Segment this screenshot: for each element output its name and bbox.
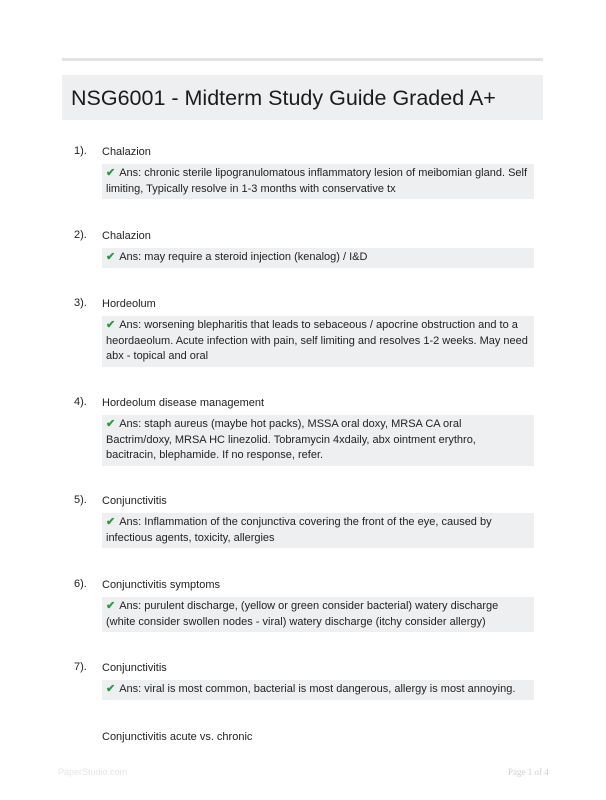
check-icon: ✔ bbox=[106, 516, 116, 528]
top-divider bbox=[62, 58, 543, 61]
page-title: NSG6001 - Midterm Study Guide Graded A+ bbox=[71, 86, 496, 110]
answer-box bbox=[102, 597, 534, 632]
question-term: Chalazion bbox=[102, 230, 151, 242]
answer-box bbox=[102, 415, 534, 466]
question-number: 6). bbox=[74, 578, 87, 590]
answer-box bbox=[102, 248, 534, 268]
question-term: Conjunctivitis symptoms bbox=[102, 579, 220, 591]
answer-text: Ans: worsening blepharitis that leads to sebaceous / apocrine obstruction and to a heordaeolum. Acute infection with pain, self limiting and resolves 1-2 weeks. May need abx - topical and oral bbox=[106, 319, 528, 362]
check-icon: ✔ bbox=[106, 167, 116, 179]
question-term: Chalazion bbox=[102, 146, 151, 158]
check-icon: ✔ bbox=[106, 418, 116, 430]
check-icon: ✔ bbox=[106, 251, 116, 263]
question-term: Conjunctivitis acute vs. chronic bbox=[102, 731, 253, 743]
question-term: Conjunctivitis bbox=[102, 662, 167, 674]
question-term: Hordeolum disease management bbox=[102, 397, 265, 409]
answer-text: Ans: viral is most common, bacterial is most dangerous, allergy is most annoying. bbox=[119, 683, 516, 695]
question-term: Conjunctivitis bbox=[102, 495, 167, 507]
question-number: 3). bbox=[74, 297, 87, 309]
footer-watermark: PaperStudio.com bbox=[58, 767, 128, 777]
title-banner bbox=[62, 75, 543, 120]
page-number: Page 1 of 4 bbox=[508, 767, 549, 777]
question-term: Hordeolum bbox=[102, 298, 156, 310]
answer-text: Ans: purulent discharge, (yellow or green consider bacterial) watery discharge (white consider swollen nodes - viral) watery discharge (itchy consider allergy) bbox=[106, 600, 499, 628]
question-number: 7). bbox=[74, 661, 87, 673]
answer-box bbox=[102, 316, 534, 367]
answer-box bbox=[102, 513, 534, 548]
answer-text: Ans: chronic sterile lipogranulomatous inflammatory lesion of meibomian gland. Self limiting, Typically resolve in 1-3 months with conservative tx bbox=[106, 167, 528, 195]
question-number: 1). bbox=[74, 145, 87, 157]
answer-text: Ans: may require a steroid injection (kenalog) / I&D bbox=[119, 251, 368, 263]
answer-text: Ans: staph aureus (maybe hot packs), MSSA oral doxy, MRSA CA oral Bactrim/doxy, MRSA HC linezolid. Tobramycin 4xdaily, abx ointment erythro, bacitracin, blephamide. If no response, refer. bbox=[106, 418, 476, 461]
question-number: 2). bbox=[74, 229, 87, 241]
answer-box bbox=[102, 164, 534, 199]
question-number: 5). bbox=[74, 494, 87, 506]
check-icon: ✔ bbox=[106, 319, 116, 331]
check-icon: ✔ bbox=[106, 600, 116, 612]
check-icon: ✔ bbox=[106, 683, 116, 695]
answer-text: Ans: Inflammation of the conjunctiva covering the front of the eye, caused by infectious agents, toxicity, allergies bbox=[106, 516, 492, 544]
question-number: 4). bbox=[74, 396, 87, 408]
answer-box bbox=[102, 680, 534, 700]
